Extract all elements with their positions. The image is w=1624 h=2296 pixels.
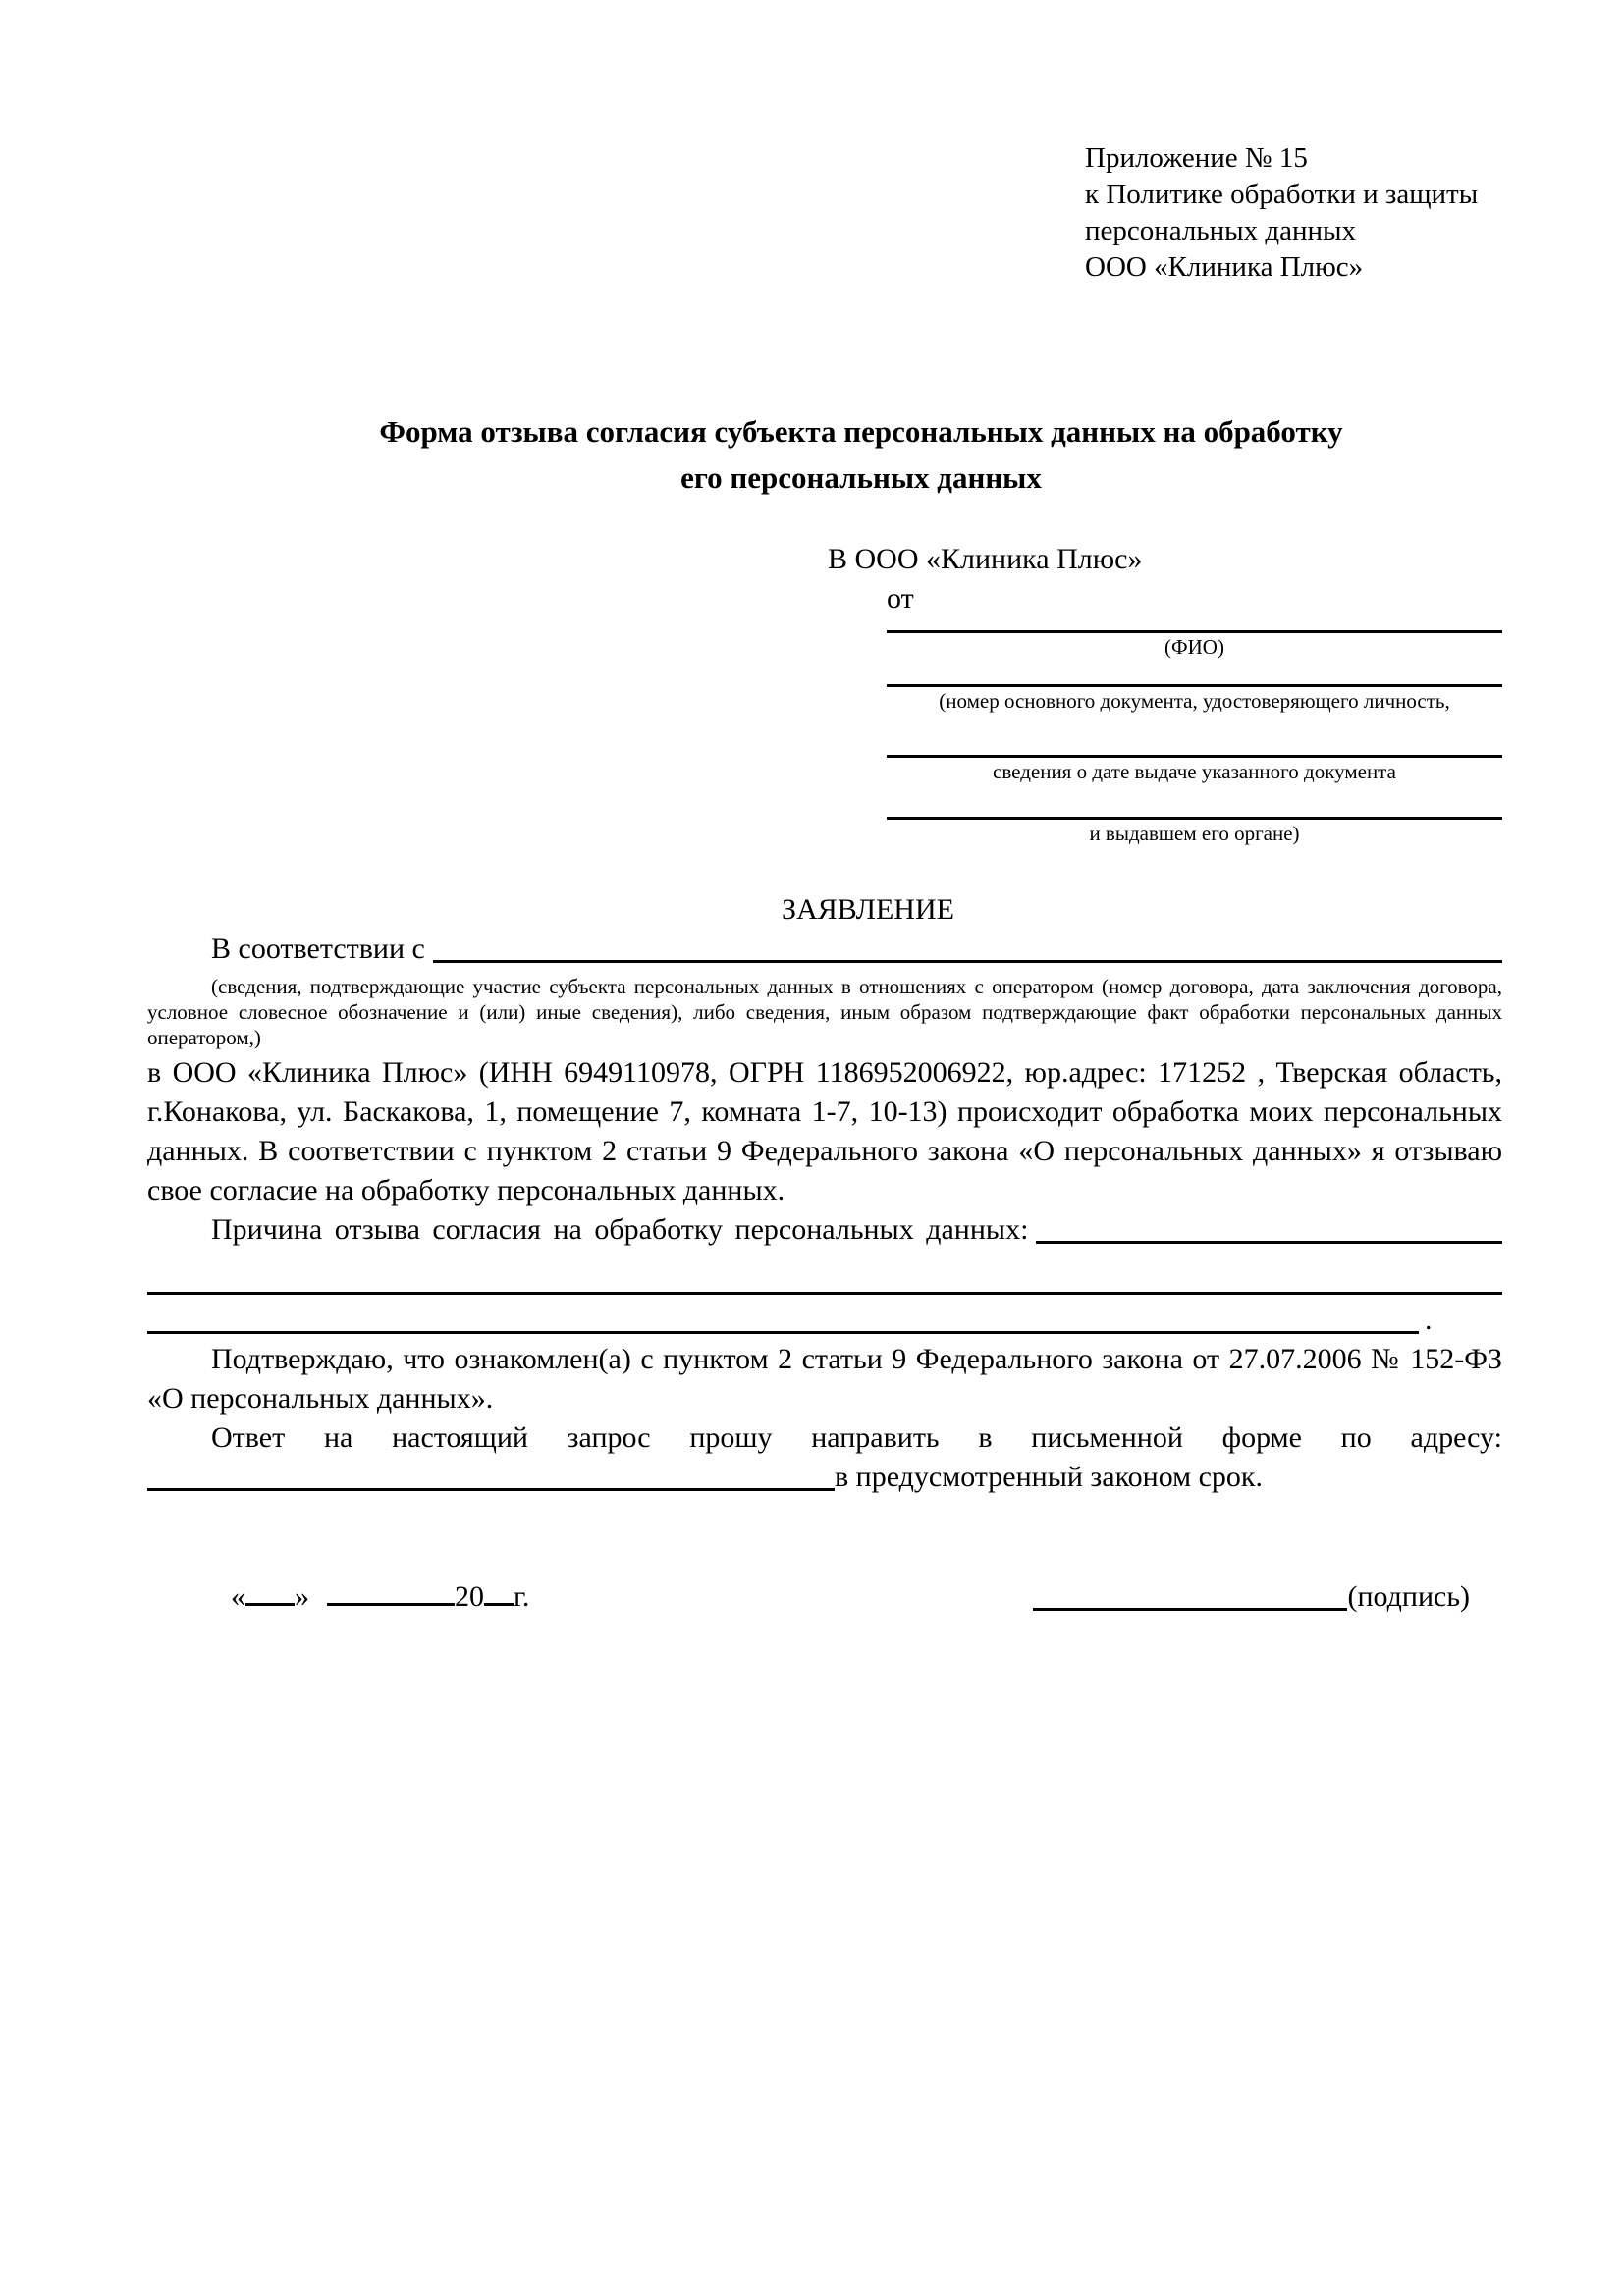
document-title: [147, 408, 1502, 501]
appendix-header-line: ООО «Клиника Плюс»: [1085, 251, 1364, 283]
reply-address-row: [147, 1458, 1502, 1497]
reason-blank-line: [1036, 1241, 1502, 1244]
appendix-header-line: персональных данных: [1085, 215, 1357, 246]
intro-blank-line: [433, 960, 1502, 963]
confirmation-paragraph: Подтверждаю, что ознакомлен(а) с пунктом 2 статьи 9 Федерального закона от 27.07.2006 № 152-ФЗ «О персональных данных».: [147, 1343, 1502, 1415]
reply-suffix: в предусмотренный законом срок.: [835, 1461, 1263, 1493]
issue-date-caption: сведения о дате выдаче указанного документа: [993, 760, 1396, 783]
reason-continuation-row: [147, 1261, 1502, 1301]
document-number-blank-line: [887, 684, 1502, 687]
signature-blank-line: [1033, 1608, 1347, 1611]
fio-blank-line: [887, 630, 1502, 633]
field-issue-date: [828, 755, 1502, 784]
reason-blank-line-2: [147, 1292, 1502, 1295]
addressee-block: [828, 540, 1502, 846]
intro-row: [147, 930, 1502, 969]
appendix-header-line: Приложение № 15: [1085, 142, 1308, 174]
signature-field: [1033, 1577, 1470, 1617]
issuing-authority-caption: и выдавшем его органе): [1089, 822, 1300, 845]
field-document-number: [828, 684, 1502, 714]
statement-heading: ЗАЯВЛЕНИЕ: [782, 893, 954, 926]
document-title-line: его персональных данных: [680, 460, 1042, 495]
year-suffix: г.: [514, 1580, 530, 1613]
signature-row: [147, 1574, 1502, 1617]
day-blank-line: [245, 1574, 295, 1606]
date-close-quote: »: [295, 1580, 309, 1613]
issue-date-blank-line: [887, 755, 1502, 758]
addressee-from-label: от: [887, 582, 914, 614]
reply-request-line: Ответ на настоящий запрос прошу направить в письменной форме по адресу:: [211, 1421, 1502, 1454]
year-blank-line: [484, 1574, 514, 1606]
intro-prefix: В соответствии с: [211, 933, 425, 965]
date-open-quote: «: [231, 1580, 245, 1613]
document-title-line: Форма отзыва согласия субъекта персональных данных на обработку: [379, 414, 1343, 449]
reply-address-blank-line: [147, 1488, 835, 1491]
sentence-period: .: [1425, 1304, 1433, 1336]
reason-continuation-row: [147, 1301, 1502, 1340]
appendix-header: [1085, 140, 1502, 286]
issuing-authority-blank-line: [887, 817, 1502, 820]
reason-blank-line-3: [147, 1331, 1419, 1334]
document-number-caption: (номер основного документа, удостоверяющего личность,: [939, 689, 1450, 713]
fio-caption: (ФИО): [1164, 635, 1224, 659]
field-fio: [828, 630, 1502, 660]
intro-footnote: (сведения, подтверждающие участие субъекта персональных данных в отношениях с оператором (номер договора, дата заключения договора, условное словесное обозначение и (или) иные сведения), либо сведения, иным образом подтверждающие факт обработки персональных данных оператором,): [147, 975, 1502, 1049]
statement-body: в ООО «Клиника Плюс» (ИНН 6949110978, ОГРН 1186952006922, юр.адрес: 171252 , Тверская область, г.Конакова, ул. Баскакова, 1, помещение 7, комната 1-7, 10-13) происходит обработка моих персональных данных. В соответствии с пунктом 2 статьи 9 Федерального закона «О персональных данных» я отзываю свое согласие на обработку персональных данных.: [147, 1056, 1502, 1206]
reason-row: [147, 1210, 1502, 1250]
month-blank-line: [327, 1574, 455, 1606]
signature-caption: (подпись): [1347, 1580, 1470, 1613]
appendix-header-line: к Политике обработки и защиты: [1085, 179, 1479, 210]
date-field: [231, 1574, 529, 1617]
addressee-to: В ООО «Клиника Плюс»: [828, 543, 1143, 575]
year-prefix: 20: [455, 1580, 484, 1613]
reason-label: Причина отзыва согласия на обработку персональных данных:: [211, 1213, 1029, 1246]
field-issuing-authority: [828, 817, 1502, 846]
